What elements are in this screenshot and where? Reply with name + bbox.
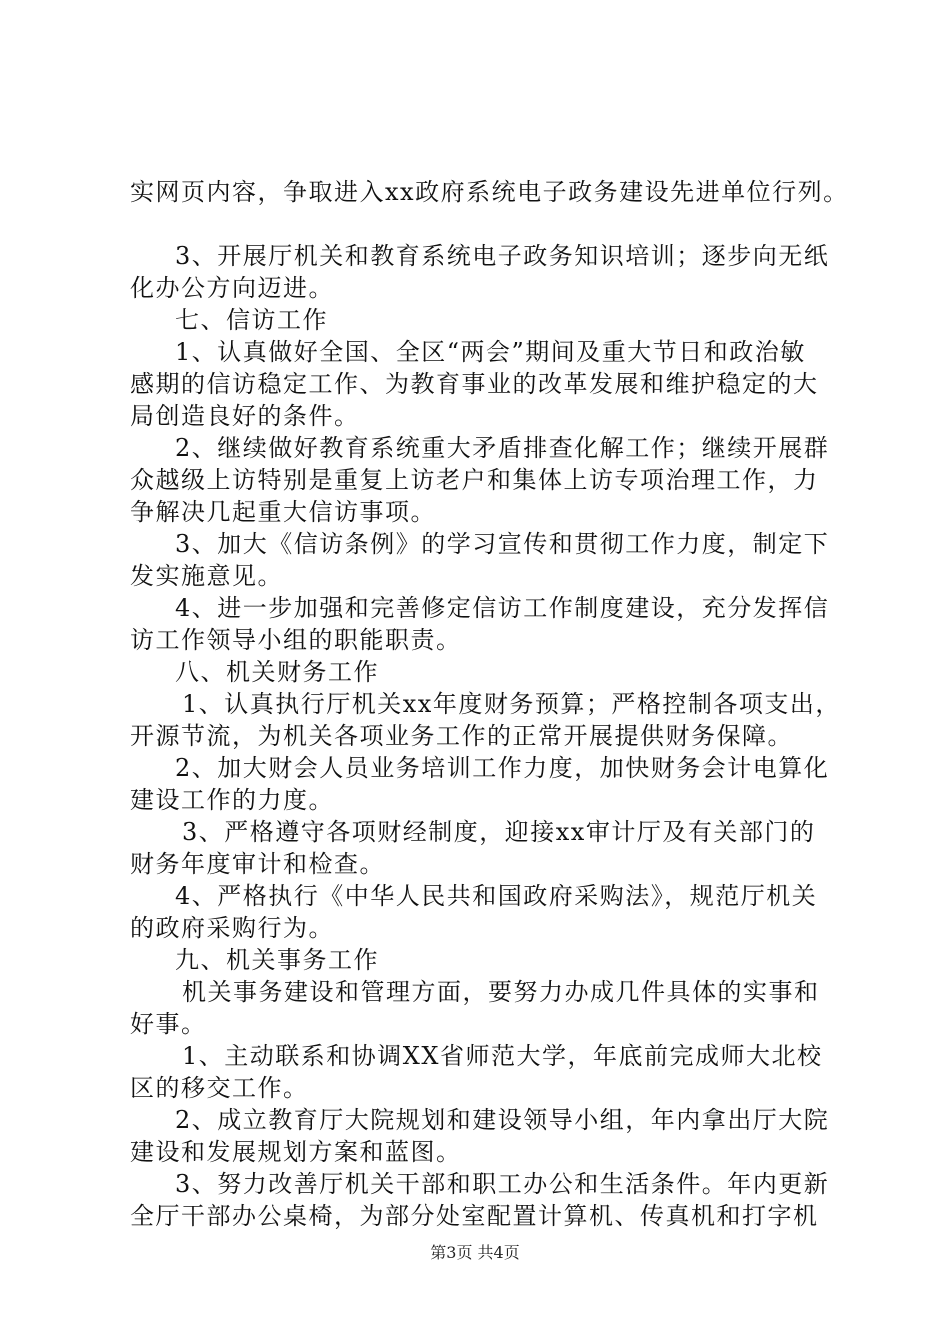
text-line: 访工作领导小组的职能职责。 bbox=[130, 626, 462, 654]
text-line: 建设和发展规划方案和蓝图。 bbox=[130, 1138, 462, 1166]
page-footer: 第3页 共4页 bbox=[430, 1243, 520, 1262]
text-line: 感期的信访稳定工作、为教育事业的改革发展和维护稳定的大 bbox=[130, 370, 819, 398]
text-line: 建设工作的力度。 bbox=[130, 786, 334, 814]
text-line: 全厅干部办公桌椅，为部分处室配置计算机、传真机和打字机 bbox=[130, 1202, 819, 1230]
text-line: 众越级上访特别是重复上访老户和集体上访专项治理工作，力 bbox=[130, 466, 819, 494]
text-line: 1、主动联系和协调XX省师范大学，年底前完成师大北校 bbox=[182, 1042, 823, 1070]
text-line: 1、认真执行厅机关xx年度财务预算；严格控制各项支出， bbox=[182, 690, 841, 718]
text-line: 好事。 bbox=[130, 1010, 207, 1038]
text-line: 4、进一步加强和完善修定信访工作制度建设，充分发挥信 bbox=[175, 594, 830, 622]
text-line: 实网页内容，争取进入xx政府系统电子政务建设先进单位行列。 bbox=[130, 178, 849, 206]
section-heading: 八、机关财务工作 bbox=[175, 658, 379, 686]
text-line: 3、努力改善厅机关干部和职工办公和生活条件。年内更新 bbox=[175, 1170, 830, 1198]
text-line: 发实施意见。 bbox=[130, 562, 283, 590]
text-line: 1、认真做好全国、全区“两会”期间及重大节日和政治敏 bbox=[175, 338, 806, 366]
text-line: 化办公方向迈进。 bbox=[130, 274, 334, 302]
text-line: 2、成立教育厅大院规划和建设领导小组，年内拿出厅大院 bbox=[175, 1106, 830, 1134]
text-line: 2、加大财会人员业务培训工作力度，加快财务会计电算化 bbox=[175, 754, 830, 782]
text-line: 财务年度审计和检查。 bbox=[130, 850, 385, 878]
text-line: 区的移交工作。 bbox=[130, 1074, 309, 1102]
text-line: 争解决几起重大信访事项。 bbox=[130, 498, 436, 526]
text-line: 3、严格遵守各项财经制度，迎接xx审计厅及有关部门的 bbox=[182, 818, 816, 846]
text-line: 的政府采购行为。 bbox=[130, 914, 334, 942]
text-line: 4、严格执行《中华人民共和国政府采购法》，规范厅机关 bbox=[175, 882, 818, 910]
text-line: 开源节流，为机关各项业务工作的正常开展提供财务保障。 bbox=[130, 722, 793, 750]
section-heading: 九、机关事务工作 bbox=[175, 946, 379, 974]
text-line: 局创造良好的条件。 bbox=[130, 402, 360, 430]
text-line: 机关事务建设和管理方面，要努力办成几件具体的实事和 bbox=[182, 978, 820, 1006]
text-line: 2、继续做好教育系统重大矛盾排查化解工作；继续开展群 bbox=[175, 434, 830, 462]
text-line: 3、开展厅机关和教育系统电子政务知识培训；逐步向无纸 bbox=[175, 242, 830, 270]
section-heading: 七、信访工作 bbox=[175, 306, 328, 334]
text-line: 3、加大《信访条例》的学习宣传和贯彻工作力度，制定下 bbox=[175, 530, 830, 558]
